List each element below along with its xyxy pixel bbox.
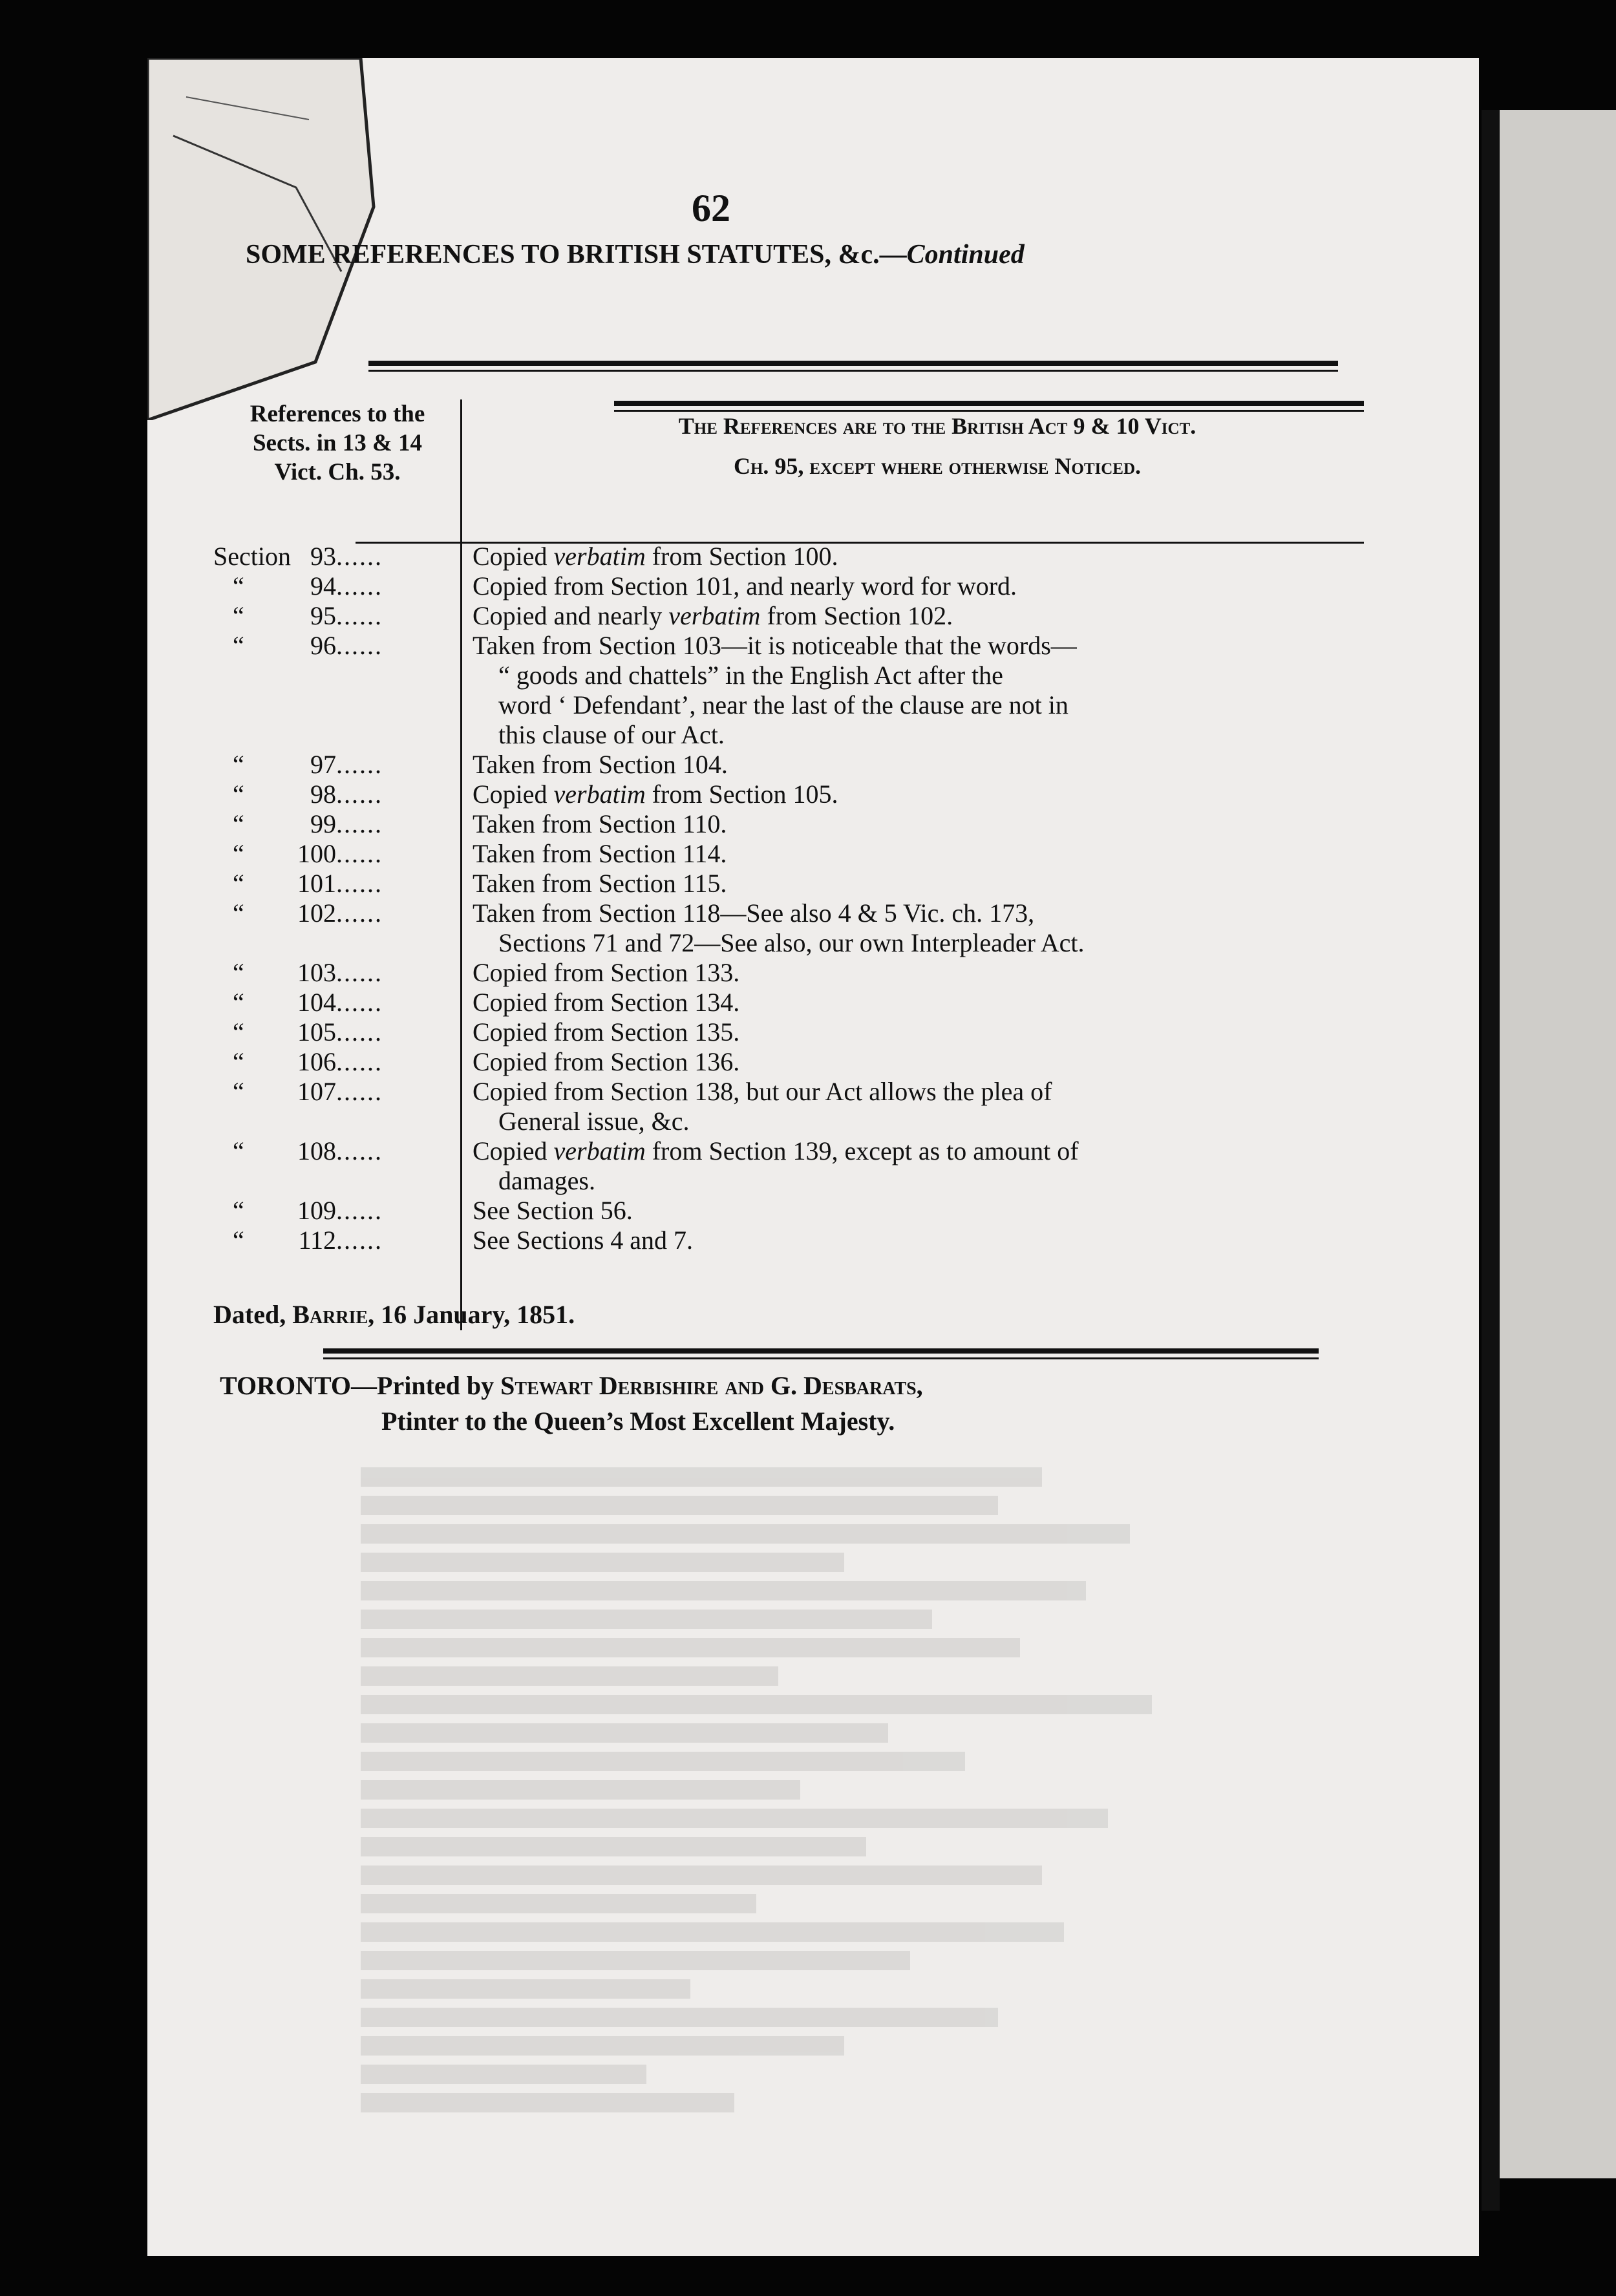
table-row [213,1017,1377,1047]
section-reference [213,1226,485,1255]
note-line: Copied verbatim from Section 139, except as to amount of [473,1136,1079,1165]
reference-note [469,631,1390,750]
note-line: Copied from Section 133. [473,958,740,987]
note-line: Copied and nearly verbatim from Section 102. [473,601,953,630]
note-line: Copied verbatim from Section 105. [473,780,838,809]
leader-dots: ...... [336,750,383,779]
reference-note [469,1017,1390,1047]
note-line: Copied from Section 138, but our Act allows the plea of [473,1077,1052,1106]
leader-dots: ...... [336,780,383,809]
leader-dots: ...... [336,809,383,838]
reference-note [469,542,1390,571]
leader-dots: ...... [336,1047,383,1076]
leader-dots: ...... [336,1196,383,1225]
note-line: Taken from Section 110. [473,809,727,838]
note-line: Copied from Section 135. [473,1017,740,1047]
section-reference [213,1196,485,1226]
section-prefix: “ [233,601,244,630]
note-line: “ goods and chattels” in the English Act after the [498,661,1003,690]
note-line: Taken from Section 115. [473,869,727,898]
section-prefix: “ [233,869,244,898]
reference-note [469,571,1390,601]
title-rule-thin [368,370,1338,372]
left-heading-line: References to the [250,401,425,427]
section-reference [213,1017,485,1047]
leader-dots: ...... [336,958,383,987]
reference-note [469,869,1390,898]
section-number: 102 [297,898,336,928]
section-number: 107 [297,1077,336,1106]
section-prefix: “ [233,780,244,809]
section-number: 96 [310,631,336,660]
section-prefix: “ [233,750,244,779]
section-number: 93 [310,542,336,571]
note-line: Copied from Section 136. [473,1047,740,1076]
section-number: 99 [310,809,336,838]
reference-note [469,780,1390,809]
section-reference [213,1047,485,1077]
table-row [213,601,1377,631]
adjacent-page-edge [1500,110,1616,2178]
leader-dots: ...... [336,1077,383,1106]
note-line: Taken from Section 104. [473,750,728,779]
note-line: Taken from Section 114. [473,839,727,868]
section-number: 104 [297,988,336,1017]
reference-note [469,1047,1390,1077]
note-line: Sections 71 and 72—See also, our own Interpleader Act. [498,928,1085,957]
section-number: 109 [297,1196,336,1225]
table-row [213,631,1377,750]
table-row [213,988,1377,1017]
dated-line [213,1299,575,1330]
imprint-printers: Stewart Derbishire and G. Desbarats, [500,1371,923,1400]
section-reference [213,898,485,928]
section-number: 101 [297,869,336,898]
section-prefix: Section [213,542,291,571]
section-reference [213,809,485,839]
imprint-rule-thick [323,1348,1319,1354]
table-row [213,1077,1377,1136]
section-prefix: “ [233,958,244,987]
page-title-text: SOME REFERENCES TO BRITISH STATUTES, &c.— [246,240,907,270]
leader-dots: ...... [336,869,383,898]
dated-date: , 16 January, 1851. [368,1300,575,1329]
reference-note [469,958,1390,988]
note-line: Taken from Section 103—it is noticeable that the words— [473,631,1077,660]
leader-dots: ...... [336,1017,383,1047]
note-line: General issue, &c. [498,1107,690,1136]
note-line: Copied from Section 134. [473,988,740,1017]
section-reference [213,988,485,1017]
section-reference [213,1136,485,1166]
section-number: 105 [297,1017,336,1047]
reference-note [469,1136,1390,1196]
book-spine [1482,110,1500,2211]
right-heading-line: The References are to the British Act 9 & 10 Vict. [678,413,1196,439]
reference-note [469,1196,1390,1226]
section-prefix: “ [233,631,244,660]
table-row [213,1226,1377,1255]
table-row [213,869,1377,898]
section-prefix: “ [233,571,244,601]
leader-dots: ...... [336,898,383,928]
section-prefix: “ [233,988,244,1017]
header-rule-thick [614,401,1364,406]
section-number: 106 [297,1047,336,1076]
section-number: 98 [310,780,336,809]
left-heading-line: Sects. in 13 & 14 [252,430,423,456]
reference-note [469,898,1390,958]
section-reference [213,958,485,988]
section-reference [213,750,485,780]
leader-dots: ...... [336,1136,383,1165]
section-number: 100 [297,839,336,868]
section-prefix: “ [233,1196,244,1225]
table-row [213,1196,1377,1226]
reference-note [469,601,1390,631]
section-prefix: “ [233,809,244,838]
section-number: 95 [310,601,336,630]
reference-note [469,839,1390,869]
section-number: 103 [297,958,336,987]
note-line: this clause of our Act. [498,720,725,749]
table-row [213,780,1377,809]
reference-table [213,542,1377,1255]
dated-lead: Dated, [213,1300,293,1329]
page-title [246,239,1357,270]
reference-note [469,988,1390,1017]
leader-dots: ...... [336,631,383,660]
section-number: 94 [310,571,336,601]
section-prefix: “ [233,839,244,868]
imprint-line-1 [220,1370,923,1401]
section-number: 112 [298,1226,336,1255]
section-number: 97 [310,750,336,779]
reference-note [469,1226,1390,1255]
section-prefix: “ [233,1047,244,1076]
section-reference [213,571,485,601]
page-number: 62 [692,187,730,229]
left-heading-line: Vict. Ch. 53. [274,459,401,485]
section-reference [213,869,485,898]
reference-note [469,809,1390,839]
note-line: See Section 56. [473,1196,633,1225]
section-prefix: “ [233,1136,244,1165]
note-line: Taken from Section 118—See also 4 & 5 Vic. ch. 173, [473,898,1035,928]
section-reference [213,1077,485,1107]
section-prefix: “ [233,898,244,928]
section-prefix: “ [233,1077,244,1106]
left-column-heading [208,399,467,487]
section-prefix: “ [233,1226,244,1255]
right-column-heading [478,406,1396,486]
leader-dots: ...... [336,988,383,1017]
section-reference [213,631,485,661]
section-prefix: “ [233,1017,244,1047]
note-line: Copied from Section 101, and nearly word for word. [473,571,1017,601]
leader-dots: ...... [336,571,383,601]
table-row [213,958,1377,988]
note-line: See Sections 4 and 7. [473,1226,694,1255]
section-number: 108 [297,1136,336,1165]
table-row [213,809,1377,839]
table-row [213,898,1377,958]
imprint-lead: TORONTO—Printed by [220,1371,501,1400]
dated-place: Barrie [292,1300,368,1329]
table-row [213,571,1377,601]
bleed-through-text [361,1467,1460,2243]
leader-dots: ...... [336,542,383,571]
section-reference [213,839,485,869]
imprint-rule-thin [323,1357,1319,1359]
note-line: word ‘ Defendant’, near the last of the clause are not in [498,690,1068,719]
table-row [213,542,1377,571]
leader-dots: ...... [336,839,383,868]
note-line: Copied verbatim from Section 100. [473,542,838,571]
reference-note [469,1077,1390,1136]
section-reference [213,601,485,631]
right-heading-line: Ch. 95, except where otherwise Noticed. [733,453,1142,479]
continued-label: Continued [906,240,1025,270]
note-line: damages. [498,1166,595,1195]
reference-note [469,750,1390,780]
title-rule-thick [368,361,1338,366]
table-row [213,750,1377,780]
section-reference [213,542,485,571]
section-reference [213,780,485,809]
leader-dots: ...... [336,1226,383,1255]
table-row [213,839,1377,869]
table-row [213,1136,1377,1196]
table-row [213,1047,1377,1077]
leader-dots: ...... [336,601,383,630]
imprint-line-2: Ptinter to the Queen’s Most Excellent Majesty. [381,1407,895,1436]
